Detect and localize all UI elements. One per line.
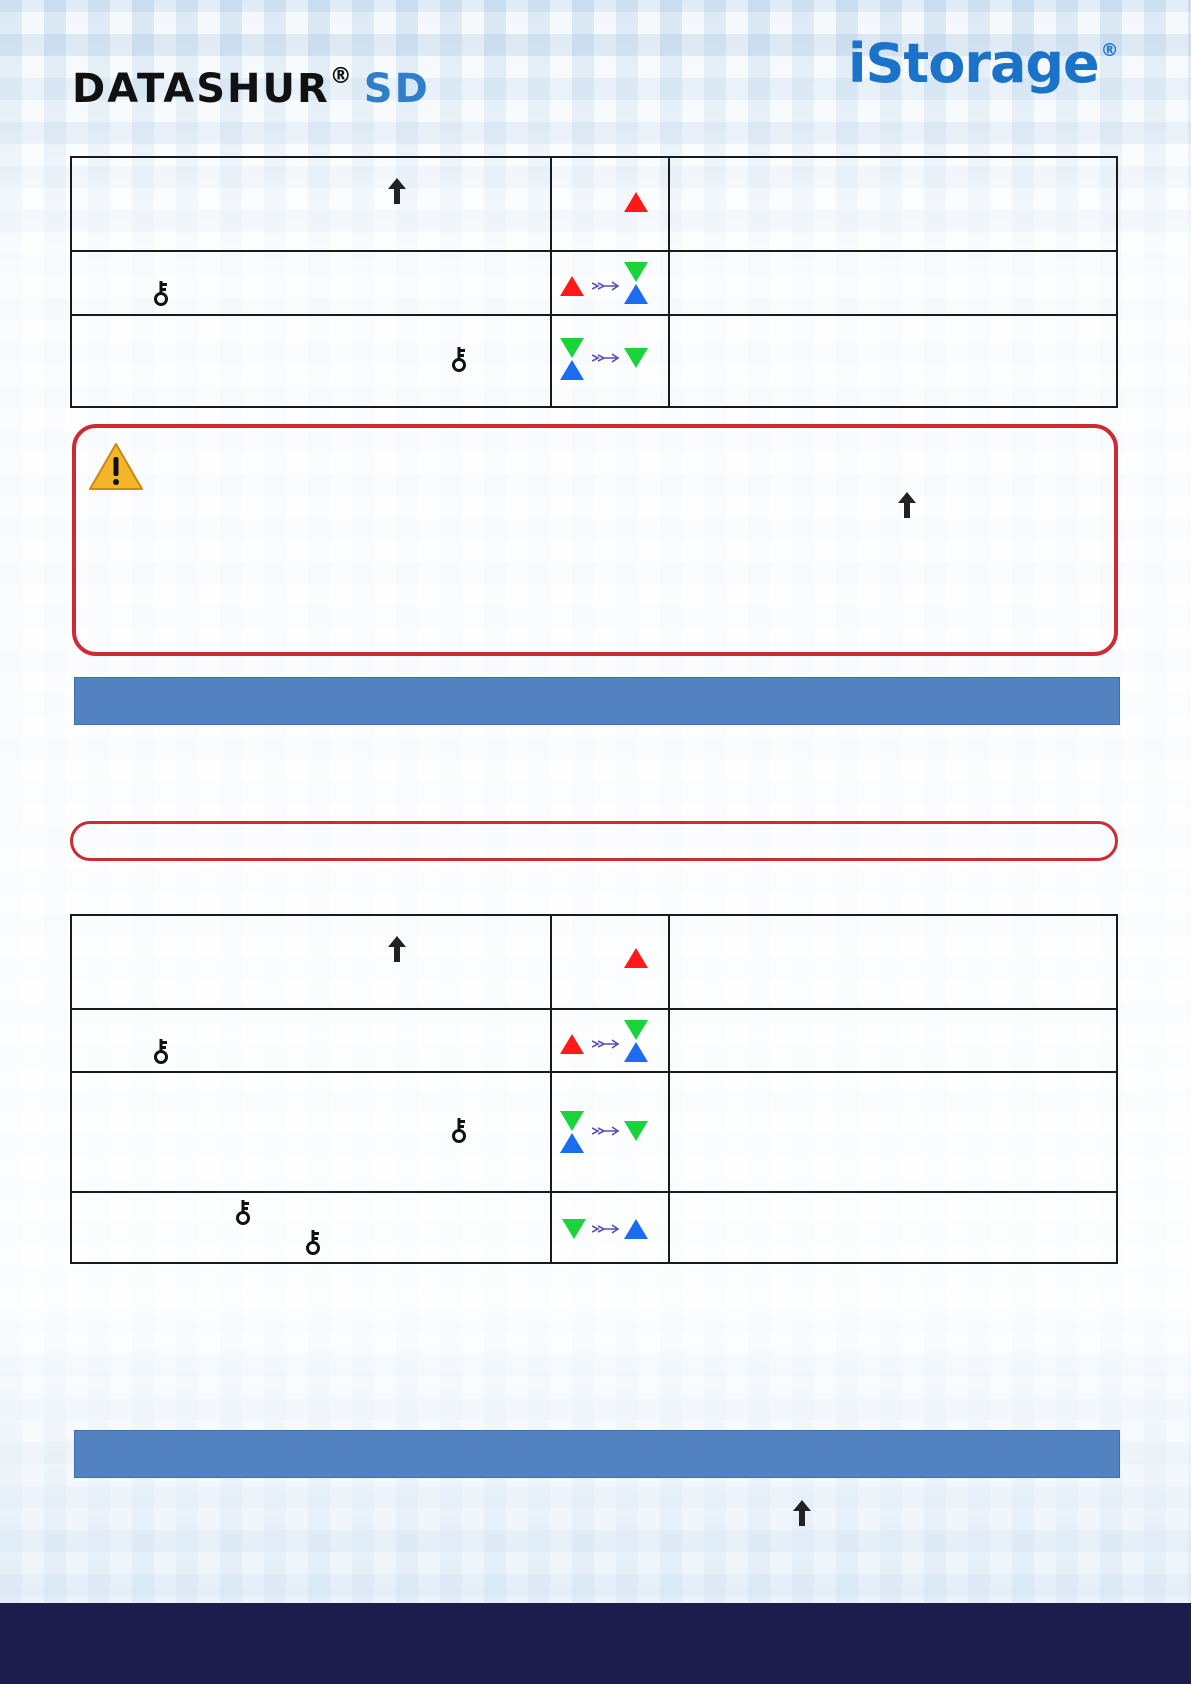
- table-row: [71, 1192, 1117, 1263]
- instruction-cell: [71, 251, 551, 315]
- instruction-cell: [71, 1009, 551, 1072]
- steps-table-1: [70, 156, 1118, 408]
- double-arrow-icon: [592, 1126, 620, 1136]
- led-red-icon: [560, 1034, 584, 1054]
- section-header-bar: [74, 677, 1120, 725]
- instruction-cell: [71, 315, 551, 407]
- table-row: [71, 1009, 1117, 1072]
- instruction-cell: [71, 157, 551, 251]
- led-cell: [551, 251, 669, 315]
- section-header-bar: [74, 1430, 1120, 1478]
- product-registered-mark: ®: [329, 64, 354, 89]
- table-row: [71, 1072, 1117, 1192]
- table-row: [71, 315, 1117, 407]
- double-arrow-icon: [592, 1224, 620, 1234]
- description-cell: [669, 1192, 1117, 1263]
- led-blue-icon: [624, 284, 648, 304]
- product-name: DATASHUR: [72, 66, 330, 112]
- up-arrow-icon: [388, 178, 406, 204]
- led-green-icon: [624, 262, 648, 282]
- table-row: [71, 251, 1117, 315]
- led-green-icon: [624, 1020, 648, 1040]
- instruction-cell: [71, 1072, 551, 1192]
- note-box: [70, 821, 1118, 861]
- key-icon: [154, 280, 170, 306]
- brand-registered-mark: ®: [1100, 40, 1118, 61]
- led-blue-icon: [560, 1133, 584, 1153]
- up-arrow-icon: [388, 936, 406, 962]
- led-green-icon: [560, 338, 584, 358]
- up-arrow-icon: [898, 492, 916, 518]
- description-cell: [669, 1009, 1117, 1072]
- warning-box: [72, 424, 1118, 656]
- led-green-icon: [624, 1121, 648, 1141]
- led-cell: [551, 1192, 669, 1263]
- warning-triangle-icon: [88, 442, 144, 492]
- led-blue-icon: [624, 1219, 648, 1239]
- instruction-cell: [71, 915, 551, 1009]
- led-green-icon: [562, 1219, 586, 1239]
- key-icon: [154, 1038, 170, 1064]
- led-red-icon: [624, 948, 648, 968]
- brand-name: iStorage: [848, 32, 1099, 95]
- key-icon: [452, 1117, 468, 1143]
- double-arrow-icon: [592, 353, 620, 363]
- table-row: [71, 915, 1117, 1009]
- description-cell: [669, 1072, 1117, 1192]
- table-row: [71, 157, 1117, 251]
- led-green-icon: [560, 1111, 584, 1131]
- steps-table-2: [70, 914, 1118, 1264]
- double-arrow-icon: [592, 281, 620, 291]
- led-blue-icon: [560, 360, 584, 380]
- description-cell: [669, 315, 1117, 407]
- double-arrow-icon: [592, 1039, 620, 1049]
- key-icon: [452, 346, 468, 372]
- led-red-icon: [624, 192, 648, 212]
- led-cell: [551, 157, 669, 251]
- description-cell: [669, 915, 1117, 1009]
- brand-logo: [848, 32, 1118, 95]
- description-cell: [669, 251, 1117, 315]
- led-green-icon: [624, 348, 648, 368]
- up-arrow-icon: [793, 1500, 811, 1526]
- footer-band: [0, 1603, 1191, 1684]
- key-icon: [306, 1229, 322, 1255]
- led-blue-icon: [624, 1042, 648, 1062]
- led-cell: [551, 915, 669, 1009]
- product-logo: [72, 66, 430, 112]
- key-icon: [236, 1199, 252, 1225]
- led-red-icon: [560, 276, 584, 296]
- led-cell: [551, 1009, 669, 1072]
- led-cell: [551, 1072, 669, 1192]
- product-suffix: SD: [363, 66, 430, 112]
- description-cell: [669, 157, 1117, 251]
- led-cell: [551, 315, 669, 407]
- instruction-cell: [71, 1192, 551, 1263]
